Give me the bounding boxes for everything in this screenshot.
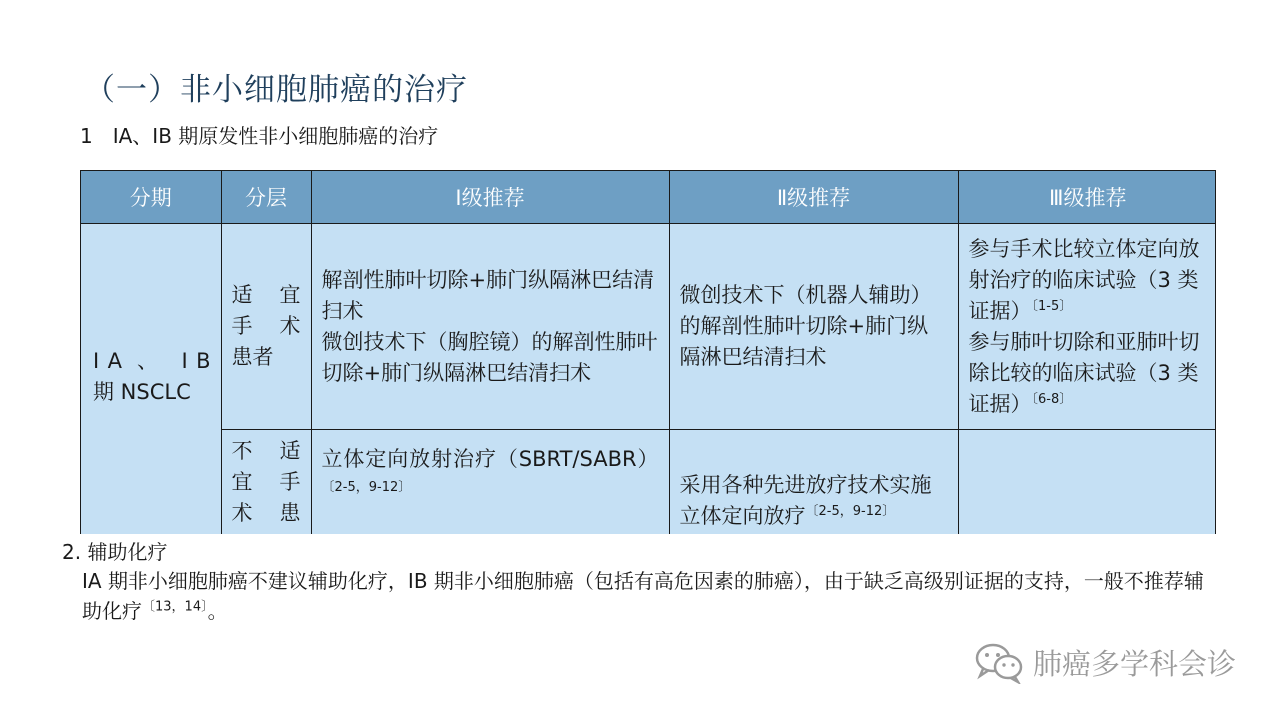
- layer-unsuitable-surgery: [221, 430, 311, 535]
- level3-surgery-cell: [958, 224, 1216, 430]
- level3-option-a-text: 参与手术比较立体定向放射治疗的临床试验（3 类证据）: [968, 236, 1200, 323]
- level2-option: 微创技术下（机器人辅助）的解剖性肺叶切除+肺门纵隔淋巴结清扫术: [679, 283, 932, 369]
- layer-line: 患者: [231, 345, 274, 369]
- section2-paragraph-text: ⅠA 期非小细胞肺癌不建议辅助化疗，ⅠB 期非小细胞肺癌（包括有高危因素的肺癌），由于缺乏高级别证据的支持，一般不推荐辅助化疗: [82, 569, 1204, 623]
- layer-suitable-surgery: [221, 224, 311, 430]
- stage-cell: [81, 224, 221, 535]
- level3-option-a-ref: 〔1-5〕: [1031, 298, 1073, 314]
- page-title: （一）非小细胞肺癌的治疗: [84, 72, 468, 108]
- level3-option-b-text: 参与肺叶切除和亚肺叶切除比较的临床试验（3 类证据）: [968, 329, 1200, 416]
- table-row: [81, 224, 1216, 430]
- treatment-table: [80, 170, 1216, 534]
- layer-line: 适 宜: [231, 283, 301, 307]
- level2-surgery-cell: [669, 224, 958, 430]
- layer-line: 不 适: [231, 439, 301, 463]
- layer-line: 手 术: [231, 314, 301, 338]
- header-stage: 分期: [81, 171, 221, 224]
- recommendation-table: [81, 171, 1216, 534]
- level3-option-a: [969, 234, 1208, 327]
- level1-radiotherapy-ref: 〔2-5，9-12〕: [321, 480, 412, 495]
- level3-option-b-ref: 〔6-8〕: [1031, 391, 1073, 407]
- section2-paragraph-end: 。: [207, 599, 228, 623]
- level1-radiotherapy-label: 立体定向放射治疗（SBRT/SABR）: [321, 447, 659, 471]
- level2-radiotherapy-text: [680, 470, 948, 532]
- level1-radiotherapy-text: [322, 444, 659, 475]
- stage-line1: ⅠA 、 ⅠB: [93, 348, 211, 373]
- watermark-text: 肺癌多学科会诊: [1032, 646, 1236, 681]
- layer-line: 术 患: [231, 501, 301, 525]
- level1-radiotherapy-cell: [311, 430, 669, 535]
- level2-radiotherapy-ref: 〔2-5，9-12〕: [805, 504, 896, 519]
- level1-option-a: 解剖性肺叶切除+肺门纵隔淋巴结清扫术: [321, 267, 655, 323]
- section2-heading: 2. 辅助化疗: [62, 540, 168, 564]
- level2-radiotherapy-cell: [669, 430, 958, 535]
- header-level3: Ⅲ级推荐: [958, 171, 1216, 224]
- section2-paragraph-ref: 〔13，14〕: [142, 599, 208, 615]
- watermark: [973, 640, 1236, 684]
- level1-radiotherapy-ref-line: [322, 475, 659, 493]
- table-header-row: [81, 171, 1216, 224]
- level2-radiotherapy-label: 采用各种先进放疗技术实施立体定向放疗: [679, 473, 932, 528]
- section2-paragraph: [82, 566, 1212, 626]
- level1-surgery-cell: [311, 224, 669, 430]
- wechat-icon: [973, 640, 1025, 684]
- section-subtitle: 1 ⅠA、ⅠB 期原发性非小细胞肺癌的治疗: [80, 124, 439, 148]
- level3-radiotherapy-cell: [958, 430, 1216, 535]
- level1-option-b: 微创技术下（胸腔镜）的解剖性肺叶切除+肺门纵隔淋巴结清扫术: [321, 329, 658, 385]
- header-level2: Ⅱ级推荐: [669, 171, 958, 224]
- header-layer: 分层: [221, 171, 311, 224]
- level3-option-b: [969, 327, 1208, 420]
- header-level1: Ⅰ级推荐: [311, 171, 669, 224]
- stage-line2: 期 NSCLC: [93, 379, 191, 404]
- layer-line: 宜 手: [231, 470, 301, 494]
- table-row: [81, 430, 1216, 535]
